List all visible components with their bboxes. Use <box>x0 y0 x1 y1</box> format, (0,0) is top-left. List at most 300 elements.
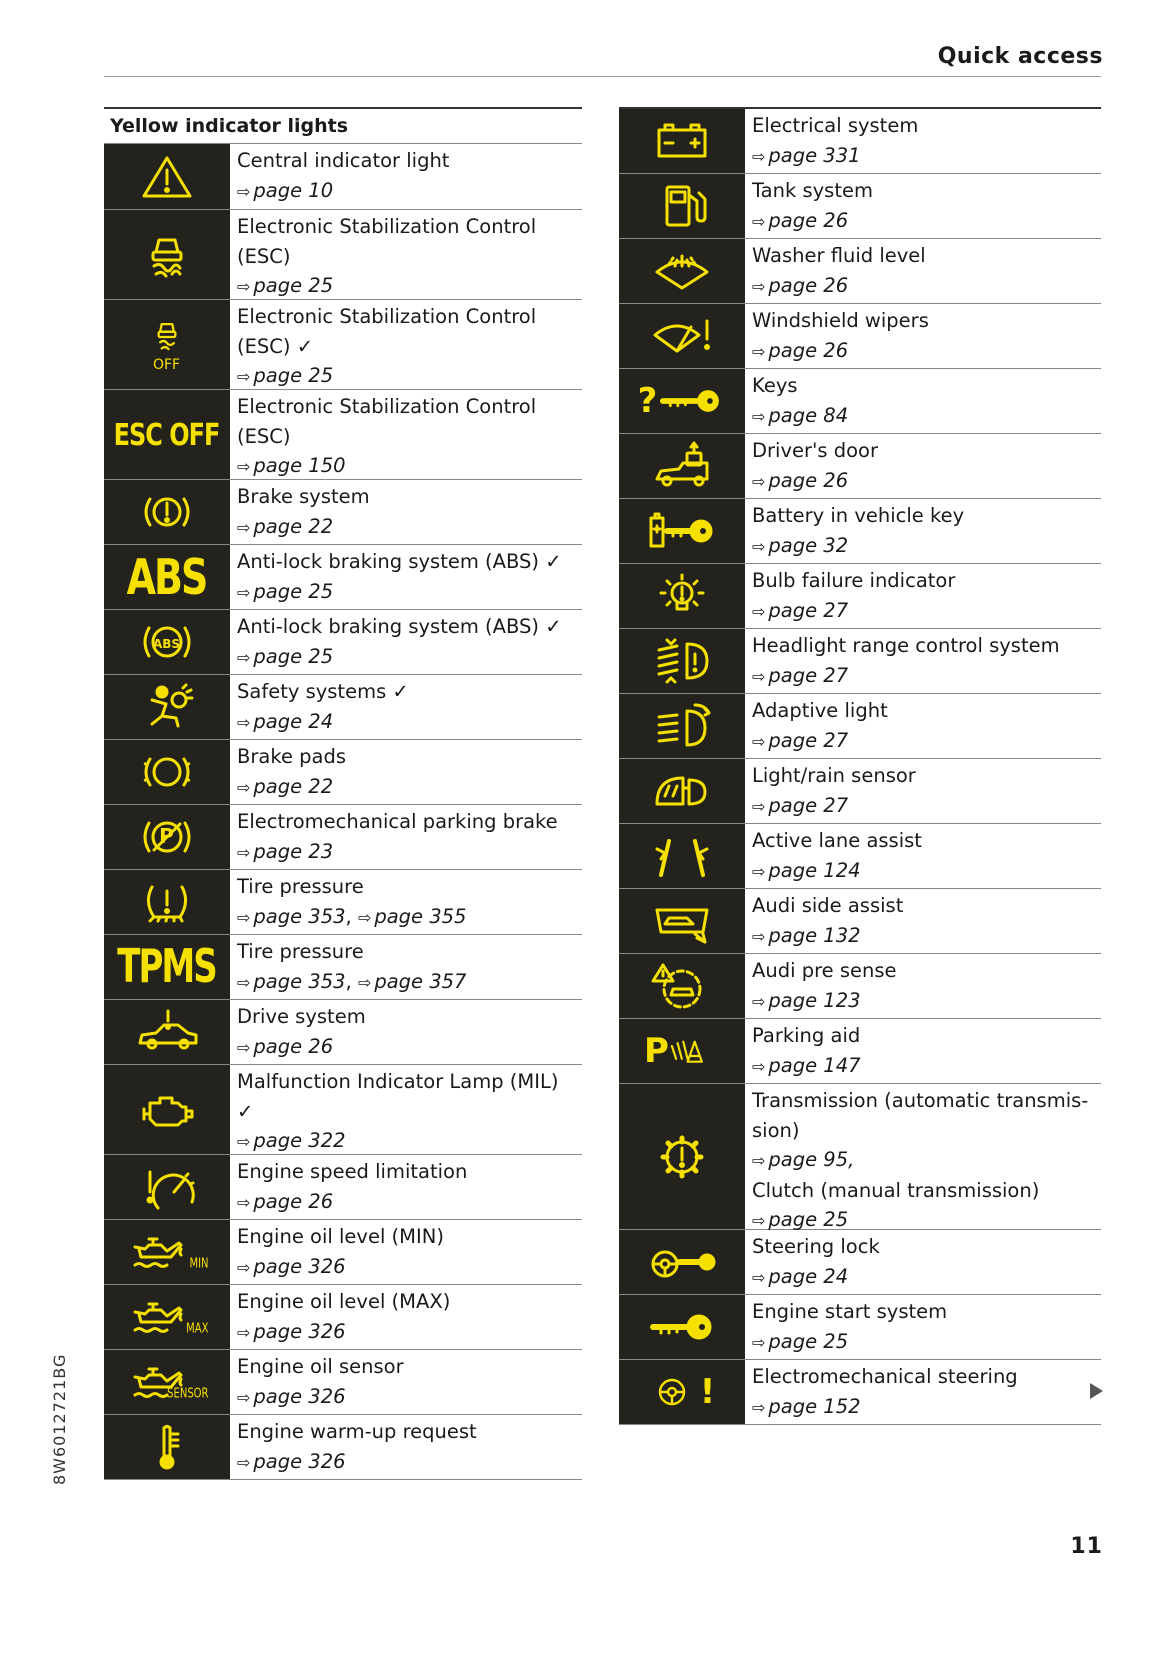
page-reference-text: page 95, <box>768 1148 855 1171</box>
page-reference[interactable] <box>752 271 926 302</box>
indicator-description: Brake pads <box>237 745 347 768</box>
brake-pads-icon <box>104 740 230 804</box>
page-reference[interactable] <box>237 271 536 302</box>
indicator-description: Tire pressure <box>237 940 364 963</box>
tpms-text-icon <box>104 935 230 999</box>
page-reference-text: page 322 <box>253 1129 346 1152</box>
indicator-description: (ESC) <box>237 244 291 268</box>
indicator-description: Safety systems ✓ <box>237 680 409 703</box>
page-reference-text: page 22 <box>253 514 334 538</box>
indicator-description: Engine warm-up request <box>237 1420 477 1443</box>
page-reference-text: page 326 <box>253 1449 346 1473</box>
arrow-right-icon: ⇨ <box>237 1452 251 1472</box>
drivers-door-icon <box>619 434 745 498</box>
page-reference[interactable] <box>237 642 562 673</box>
page-reference-text: page 25 <box>768 1208 849 1231</box>
indicator-row <box>619 759 1101 824</box>
indicator-description: Tank system <box>752 179 873 202</box>
right-column <box>619 107 1101 1425</box>
page-reference-text: page 26 <box>768 208 849 232</box>
arrow-right-icon: ⇨ <box>752 1211 766 1230</box>
indicator-description: Engine start system <box>752 1300 948 1323</box>
indicator-text <box>745 239 926 303</box>
arrow-right-icon: ⇨ <box>237 972 251 992</box>
indicator-text <box>745 369 848 433</box>
indicator-row <box>104 610 582 675</box>
page-reference-text: page 27 <box>768 728 849 752</box>
arrow-right-icon: ⇨ <box>752 1056 766 1076</box>
brake-system-icon <box>104 480 230 544</box>
arrow-right-icon: ⇨ <box>237 1192 251 1212</box>
page-reference[interactable] <box>237 1187 467 1218</box>
indicator-row <box>104 1350 582 1415</box>
page-reference[interactable] <box>752 1392 1018 1423</box>
tire-pressure-icon <box>104 870 230 934</box>
arrow-right-icon: ⇨ <box>237 1132 251 1151</box>
page-reference-text: page 32 <box>768 533 849 557</box>
page-reference[interactable] <box>752 531 964 562</box>
indicator-row <box>619 1360 1101 1425</box>
indicator-row <box>104 545 582 610</box>
page-reference[interactable] <box>752 466 878 497</box>
indicator-text <box>745 954 897 1018</box>
page-reference-text: page 24 <box>768 1264 849 1288</box>
indicator-row <box>619 824 1101 889</box>
icon-text: MIN <box>189 1257 209 1272</box>
indicator-text <box>745 1084 1088 1229</box>
indicator-text <box>230 210 536 299</box>
indicator-row <box>619 564 1101 629</box>
indicator-text <box>230 675 409 739</box>
indicator-description: Keys <box>752 374 798 397</box>
indicator-description: Washer fluid level <box>752 244 926 267</box>
indicator-description: Engine oil level (MAX) <box>237 1290 451 1313</box>
steering-lock-icon <box>619 1230 745 1294</box>
fuel-pump-icon <box>619 174 745 238</box>
page-reference[interactable] <box>752 206 873 237</box>
indicator-row <box>104 740 582 805</box>
indicator-text <box>745 174 873 238</box>
indicator-row <box>619 369 1101 434</box>
indicator-text <box>745 1295 947 1359</box>
page-reference-text: page 84 <box>768 403 849 427</box>
page-reference-text: page 353 <box>253 969 346 993</box>
page-reference[interactable] <box>237 970 346 993</box>
page-reference-text: page 326 <box>253 1384 346 1408</box>
icon-text: SENSOR <box>167 1387 209 1402</box>
esc-off-car-icon <box>104 300 230 389</box>
page-reference-text: page 150 <box>253 454 346 477</box>
transmission-icon <box>619 1084 745 1229</box>
indicator-row <box>619 109 1101 174</box>
next-page-arrow-icon[interactable] <box>1090 1383 1103 1399</box>
indicator-description: Light/rain sensor <box>752 764 916 787</box>
page-reference-text: page 152 <box>768 1394 861 1418</box>
icon-text: ABS <box>152 637 181 651</box>
indicator-text <box>230 144 449 209</box>
page-reference-text: page 326 <box>253 1319 346 1343</box>
indicator-description: Audi pre sense <box>752 959 897 982</box>
indicator-text <box>230 1065 558 1154</box>
esc-off-text-icon <box>104 390 230 479</box>
indicator-text <box>230 1415 477 1479</box>
page-reference-text: page 26 <box>253 1189 334 1213</box>
arrow-right-icon: ⇨ <box>237 582 251 602</box>
indicator-row <box>104 144 582 210</box>
indicator-row <box>104 870 582 935</box>
left-column <box>104 107 582 1480</box>
icon-text: ! <box>699 1372 716 1412</box>
engine-start-key-icon <box>619 1295 745 1359</box>
oil-sensor-icon <box>104 1350 230 1414</box>
arrow-right-icon: ⇨ <box>752 406 766 426</box>
headlight-range-icon <box>619 629 745 693</box>
arrow-right-icon: ⇨ <box>357 907 372 927</box>
indicator-row <box>104 300 582 390</box>
arrow-right-icon: ⇨ <box>752 666 766 686</box>
indicator-text <box>745 629 1060 693</box>
key-battery-icon <box>619 499 745 563</box>
page-reference-text: page 24 <box>253 709 334 733</box>
indicator-row <box>104 805 582 870</box>
page-reference-text: page 25 <box>253 274 334 297</box>
indicator-row <box>619 434 1101 499</box>
indicator-row <box>104 1065 582 1155</box>
page-reference[interactable] <box>237 451 536 482</box>
indicator-row <box>104 1220 582 1285</box>
page-reference-text: page 147 <box>768 1053 861 1077</box>
page-reference[interactable] <box>752 986 897 1017</box>
page-reference[interactable] <box>752 726 888 757</box>
indicator-description: Engine oil level (MIN) <box>237 1225 444 1248</box>
arrow-right-icon: ⇨ <box>237 457 251 476</box>
indicator-description: ✓ <box>237 1099 254 1123</box>
arrow-right-icon: ⇨ <box>237 1322 251 1342</box>
indicator-description: Electronic Stabilization Control <box>237 215 537 238</box>
page-reference[interactable] <box>237 1126 558 1157</box>
indicator-text <box>230 480 370 544</box>
page-reference[interactable] <box>752 141 918 172</box>
arrow-right-icon: ⇨ <box>752 861 766 881</box>
arrow-right-icon: ⇨ <box>237 277 251 296</box>
lane-assist-icon <box>619 824 745 888</box>
indicator-description: Parking aid <box>752 1024 861 1047</box>
indicator-text <box>745 824 922 888</box>
page-reference[interactable] <box>752 1327 947 1358</box>
icon-text: TPMS <box>117 940 216 994</box>
arrow-right-icon: ⇨ <box>752 991 766 1011</box>
icon-text: ESC OFF <box>113 417 220 452</box>
indicator-text <box>745 1230 880 1294</box>
indicator-description: Anti-lock braking system (ABS) ✓ <box>237 550 562 573</box>
page-reference-text: page 25 <box>253 364 334 387</box>
icon-text: OFF <box>152 356 181 373</box>
indicator-text <box>745 759 916 823</box>
page-reference-text: page 132 <box>768 923 861 947</box>
indicator-text <box>230 1000 366 1064</box>
indicator-row <box>619 1230 1101 1295</box>
arrow-right-icon: ⇨ <box>237 712 251 732</box>
page-reference[interactable] <box>237 1252 444 1283</box>
indicator-row <box>619 1084 1101 1230</box>
indicator-row <box>104 1155 582 1220</box>
indicator-description: Electromechanical parking brake <box>237 810 558 833</box>
wiper-icon <box>619 304 745 368</box>
drive-system-icon <box>104 1000 230 1064</box>
page-reference-text: page 355 <box>374 904 467 928</box>
indicator-text <box>230 545 562 609</box>
indicator-text <box>230 805 558 869</box>
indicator-text <box>745 109 918 173</box>
indicator-text <box>230 1285 450 1349</box>
page-reference[interactable] <box>237 1447 477 1478</box>
page-reference-text: page 23 <box>253 839 334 863</box>
page-reference[interactable] <box>752 336 929 367</box>
arrow-right-icon: ⇨ <box>752 1397 766 1417</box>
arrow-right-icon: ⇨ <box>752 341 766 361</box>
airbag-icon <box>104 675 230 739</box>
page-reference-text: page 27 <box>768 663 849 687</box>
battery-icon <box>619 109 745 173</box>
indicator-description: Audi side assist <box>752 894 904 917</box>
page-reference[interactable] <box>752 596 955 627</box>
arrow-right-icon: ⇨ <box>237 367 251 386</box>
page-reference-text: page 26 <box>253 1034 334 1058</box>
page-reference[interactable] <box>237 905 346 928</box>
page-reference-text: page 10 <box>253 178 334 202</box>
page-reference[interactable] <box>752 401 848 432</box>
indicator-description: Malfunction Indicator Lamp (MIL) <box>237 1070 559 1093</box>
arrow-right-icon: ⇨ <box>752 1332 766 1352</box>
indicator-text <box>230 740 346 804</box>
indicator-description: Windshield wipers <box>752 309 929 332</box>
indicator-row <box>619 1019 1101 1084</box>
page-reference[interactable] <box>237 577 562 608</box>
indicator-description: Engine oil sensor <box>237 1355 404 1378</box>
indicator-row <box>619 694 1101 759</box>
icon-text: ABS <box>126 548 207 606</box>
section-title: Yellow indicator lights <box>104 107 582 144</box>
arrow-right-icon: ⇨ <box>752 211 766 231</box>
indicator-text <box>230 610 562 674</box>
indicator-text <box>745 694 888 758</box>
page-reference[interactable] <box>237 707 409 738</box>
indicator-description: Electronic Stabilization Control <box>237 305 537 328</box>
page-reference[interactable] <box>237 512 370 543</box>
indicator-text <box>230 1220 444 1284</box>
indicator-text: Tire pressure ⇨ page 353, ⇨ page 355 <box>230 870 466 934</box>
icon-text: MAX <box>186 1322 209 1337</box>
bulb-failure-icon <box>619 564 745 628</box>
arrow-right-icon: ⇨ <box>237 1387 251 1407</box>
page-reference-text: page 124 <box>768 858 861 882</box>
page-reference[interactable] <box>752 1262 880 1293</box>
oil-min-icon <box>104 1220 230 1284</box>
arrow-right-icon: ⇨ <box>237 647 251 667</box>
indicator-row <box>619 174 1101 239</box>
abs-circle-icon <box>104 610 230 674</box>
indicator-text: Tire pressure ⇨ page 353, ⇨ page 357 <box>230 935 466 999</box>
indicator-description: Electronic Stabilization Control <box>237 395 537 418</box>
arrow-right-icon: ⇨ <box>752 471 766 491</box>
icon-text: ? <box>637 381 658 421</box>
indicator-description: Steering lock <box>752 1235 880 1258</box>
adaptive-light-icon <box>619 694 745 758</box>
parking-brake-icon <box>104 805 230 869</box>
page-reference[interactable] <box>237 1317 450 1348</box>
page-reference[interactable] <box>358 970 467 993</box>
page-reference-text: page 26 <box>768 273 849 297</box>
arrow-right-icon: ⇨ <box>357 972 372 992</box>
page-reference-text: page 25 <box>253 644 334 668</box>
indicator-row <box>104 935 582 1000</box>
indicator-description: sion) <box>752 1118 800 1142</box>
page-reference[interactable] <box>237 361 536 392</box>
arrow-right-icon: ⇨ <box>237 181 251 201</box>
header-divider <box>104 76 1101 77</box>
indicator-row <box>104 480 582 545</box>
steering-warning-icon <box>619 1360 745 1424</box>
page-reference-text: page 357 <box>374 969 467 993</box>
indicator-description: Engine speed limitation <box>237 1160 468 1183</box>
page-reference-text: page 326 <box>253 1254 346 1278</box>
page-header-title: Quick access <box>937 44 1103 69</box>
arrow-right-icon: ⇨ <box>752 146 766 166</box>
indicator-description: (ESC) ✓ <box>237 334 314 358</box>
thermometer-icon <box>104 1415 230 1479</box>
washer-fluid-icon <box>619 239 745 303</box>
indicator-description: (ESC) <box>237 424 291 448</box>
indicator-row <box>104 1000 582 1065</box>
page-reference-text: page 25 <box>768 1329 849 1353</box>
indicator-description: Electrical system <box>752 114 919 137</box>
page-reference-text: page 331 <box>768 143 861 167</box>
page-reference[interactable] <box>752 661 1060 692</box>
parking-aid-icon <box>619 1019 745 1083</box>
engine-icon <box>104 1065 230 1154</box>
indicator-row <box>619 499 1101 564</box>
page-reference[interactable] <box>752 856 922 887</box>
indicator-row <box>619 239 1101 304</box>
page-number: 11 <box>1070 1534 1103 1559</box>
left-indicator-list <box>104 144 582 1480</box>
arrow-right-icon: ⇨ <box>237 777 251 797</box>
indicator-text <box>230 1155 467 1219</box>
page-reference-text: page 26 <box>768 338 849 362</box>
oil-max-icon <box>104 1285 230 1349</box>
page-reference[interactable] <box>752 921 903 952</box>
arrow-right-icon: ⇨ <box>752 601 766 621</box>
indicator-text <box>230 300 536 389</box>
indicator-description: Drive system <box>237 1005 366 1028</box>
indicator-description: Clutch (manual transmission) <box>752 1178 1040 1202</box>
page-reference[interactable] <box>237 1382 404 1413</box>
indicator-row <box>104 390 582 480</box>
arrow-right-icon: ⇨ <box>752 1151 766 1170</box>
indicator-row <box>104 1415 582 1480</box>
indicator-description: Tire pressure <box>237 875 364 898</box>
indicator-text <box>745 1019 861 1083</box>
arrow-right-icon: ⇨ <box>237 1037 251 1057</box>
indicator-description: Bulb failure indicator <box>752 569 956 592</box>
indicator-description: Anti-lock braking system (ABS) ✓ <box>237 615 562 638</box>
light-rain-sensor-icon <box>619 759 745 823</box>
indicator-description: Active lane assist <box>752 829 922 852</box>
indicator-text <box>230 1350 404 1414</box>
page-reference-text: page 27 <box>768 598 849 622</box>
page-reference[interactable] <box>237 772 346 803</box>
indicator-text <box>745 434 878 498</box>
indicator-description: Driver's door <box>752 439 878 462</box>
page-reference[interactable] <box>237 1032 366 1063</box>
indicator-row <box>619 889 1101 954</box>
arrow-right-icon: ⇨ <box>237 842 251 862</box>
arrow-right-icon: ⇨ <box>752 926 766 946</box>
indicator-row <box>619 954 1101 1019</box>
page-reference[interactable] <box>237 176 449 207</box>
indicator-text <box>745 564 955 628</box>
arrow-right-icon: ⇨ <box>752 1267 766 1287</box>
indicator-text <box>745 1360 1018 1424</box>
arrow-right-icon: ⇨ <box>237 1257 251 1277</box>
indicator-description: Adaptive light <box>752 699 888 722</box>
indicator-description: Battery in vehicle key <box>752 504 965 527</box>
indicator-description: Brake system <box>237 485 370 508</box>
indicator-text <box>745 304 929 368</box>
indicator-text <box>745 889 903 953</box>
side-assist-icon <box>619 889 745 953</box>
arrow-right-icon: ⇨ <box>237 517 251 537</box>
arrow-right-icon: ⇨ <box>752 276 766 296</box>
page-reference-text: page 25 <box>253 579 334 603</box>
icon-text: P <box>644 1031 669 1071</box>
key-question-icon <box>619 369 745 433</box>
page-reference[interactable] <box>752 1145 1088 1176</box>
page-reference-text: page 123 <box>768 988 861 1012</box>
arrow-right-icon: ⇨ <box>237 907 251 927</box>
document-code: 8W6012721BG <box>50 1353 69 1485</box>
pre-sense-icon <box>619 954 745 1018</box>
indicator-description: Electromechanical steering <box>752 1365 1018 1388</box>
page-reference-text: page 22 <box>253 774 334 798</box>
indicator-row <box>619 1295 1101 1360</box>
indicator-text <box>745 499 964 563</box>
arrow-right-icon: ⇨ <box>752 536 766 556</box>
page-reference-text: page 26 <box>768 468 849 492</box>
indicator-text <box>230 390 536 479</box>
indicator-description: Transmission (automatic transmis- <box>752 1089 1089 1112</box>
indicator-row <box>104 675 582 740</box>
abs-text-icon <box>104 545 230 609</box>
indicator-description: Headlight range control system <box>752 634 1060 657</box>
arrow-right-icon: ⇨ <box>752 731 766 751</box>
page-reference[interactable] <box>358 905 467 928</box>
warning-triangle-icon <box>104 144 230 209</box>
indicator-row <box>619 304 1101 369</box>
page-reference-text: page 27 <box>768 793 849 817</box>
engine-speed-icon <box>104 1155 230 1219</box>
indicator-row <box>104 1285 582 1350</box>
indicator-row <box>619 629 1101 694</box>
right-indicator-list <box>619 109 1101 1425</box>
page-reference[interactable] <box>752 791 916 822</box>
indicator-description: Central indicator light <box>237 149 450 172</box>
page-reference[interactable] <box>237 837 558 868</box>
arrow-right-icon: ⇨ <box>752 796 766 816</box>
indicator-row <box>104 210 582 300</box>
esc-car-skid-icon <box>104 210 230 299</box>
page-reference[interactable] <box>752 1051 861 1082</box>
